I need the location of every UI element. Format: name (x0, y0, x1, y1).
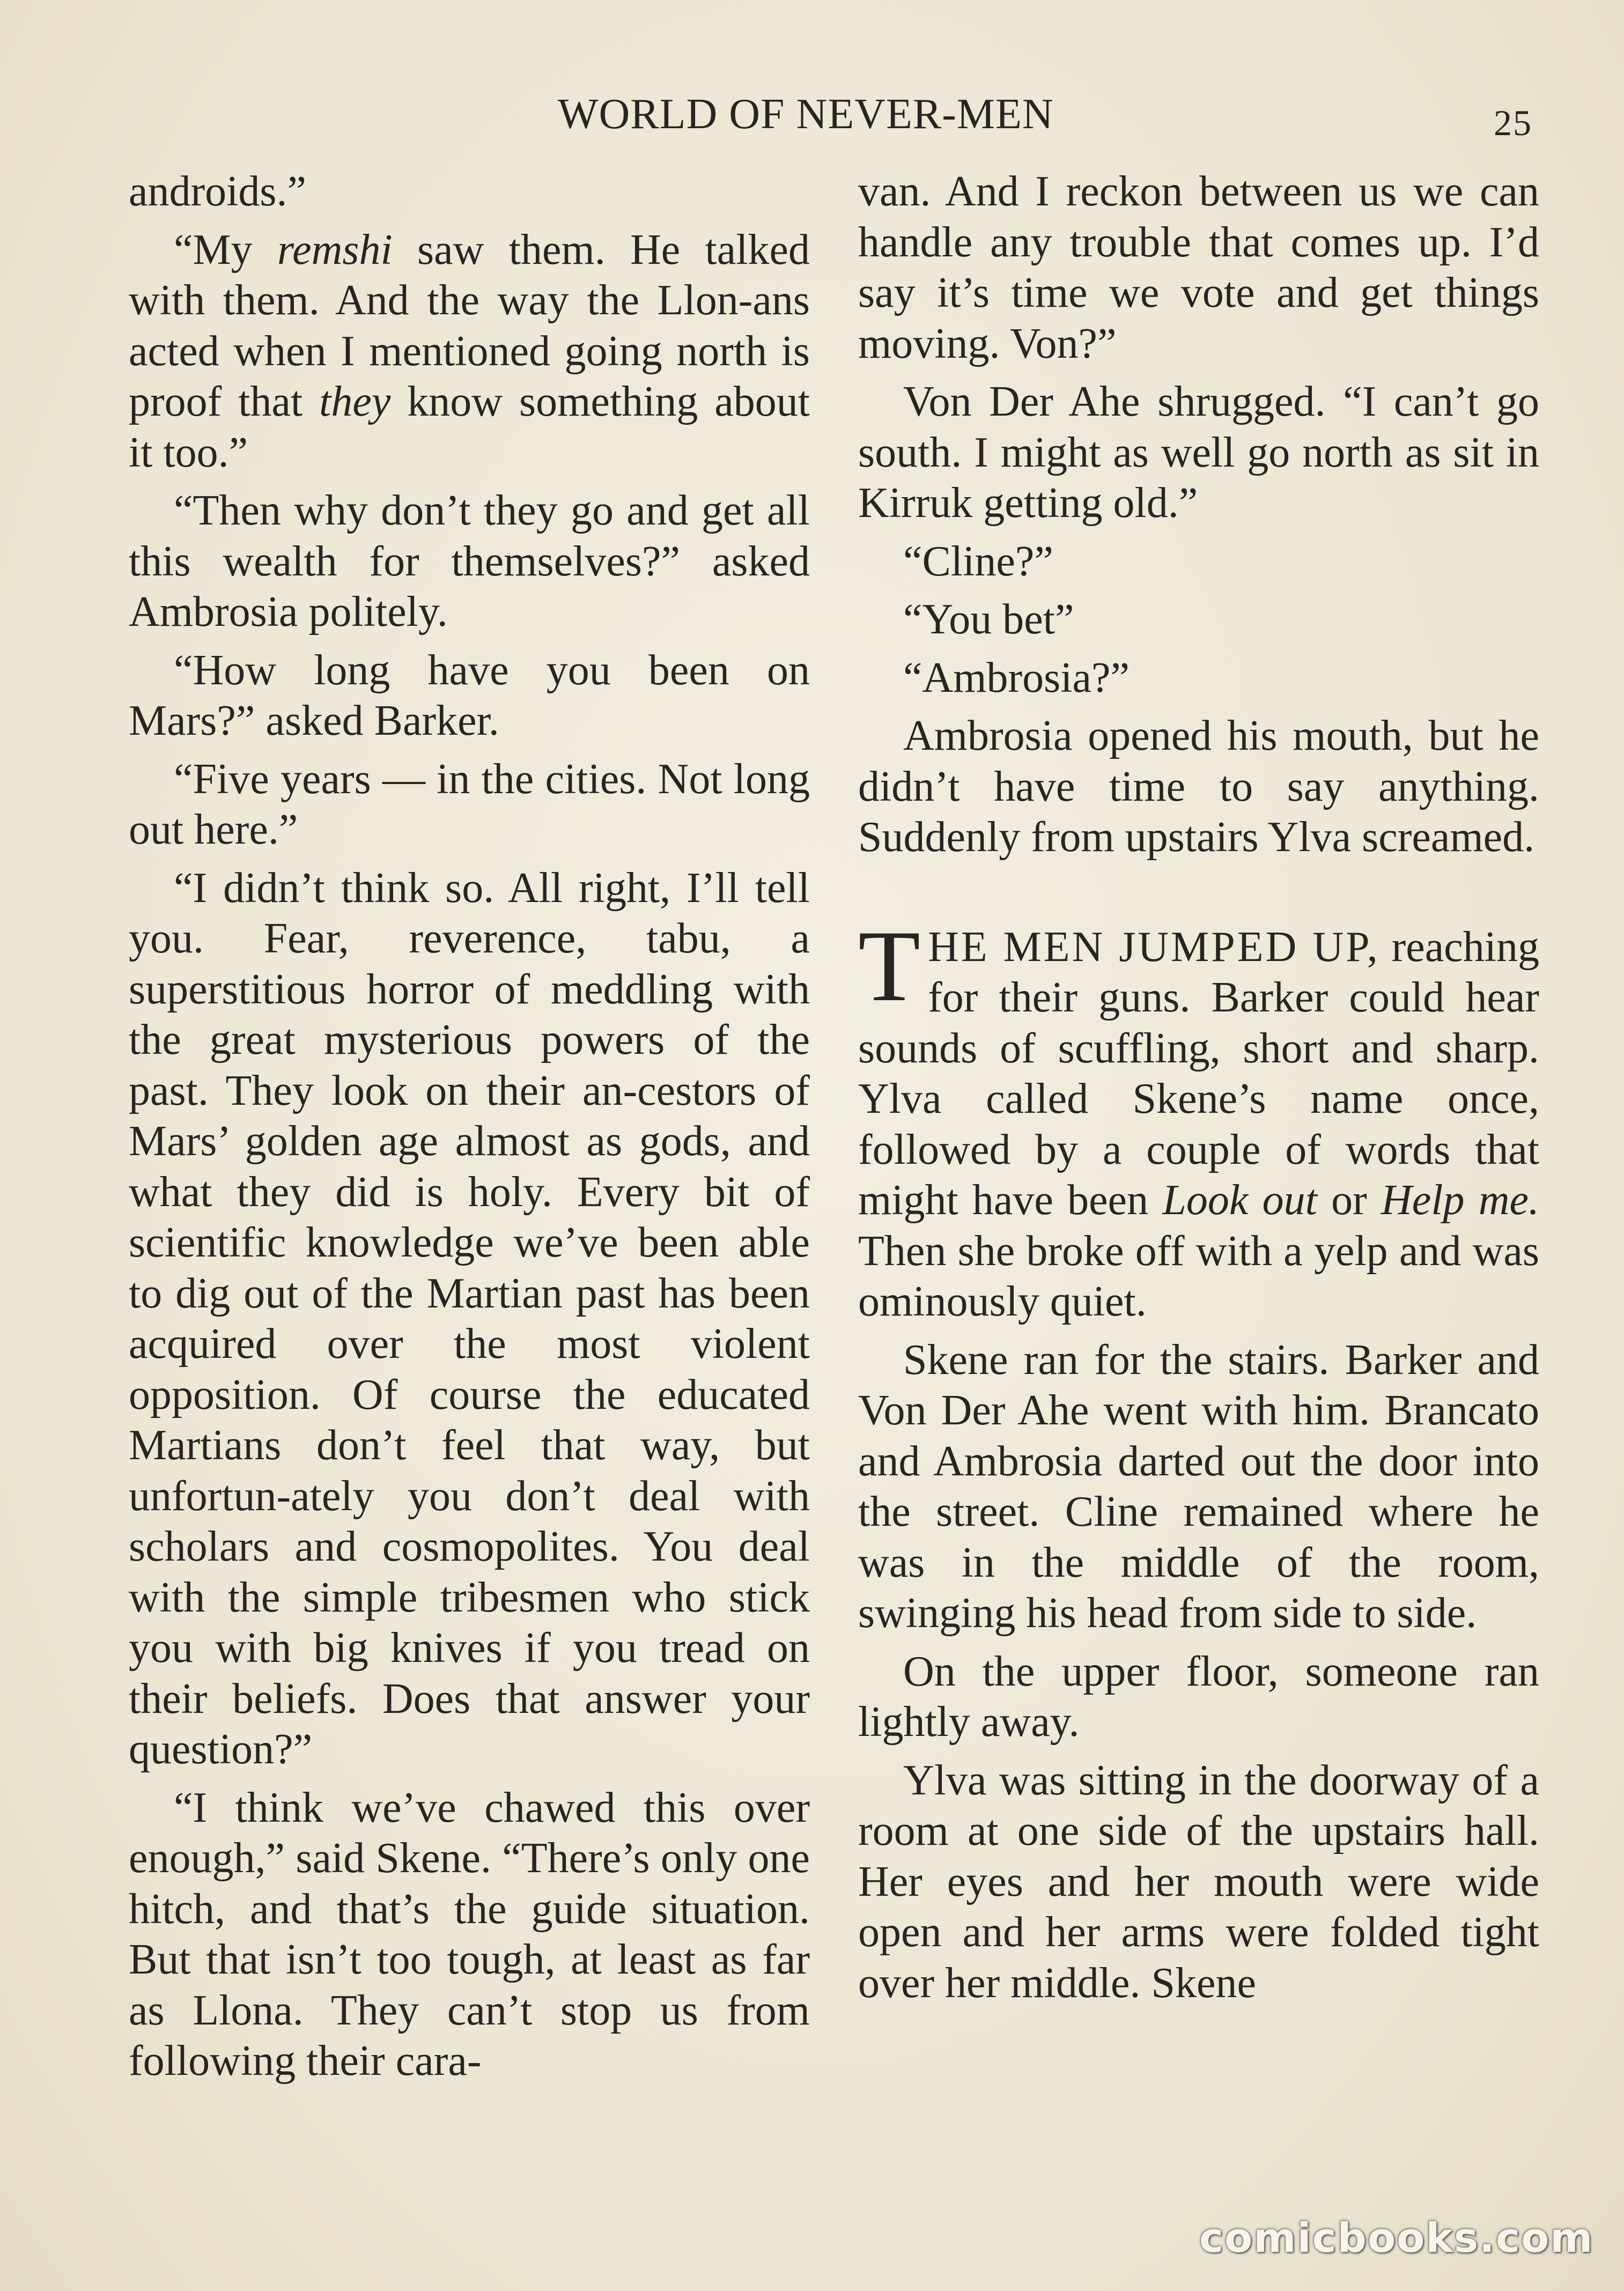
paragraph: androids.” (129, 168, 307, 215)
paragraph: “Five years — in the cities. Not long out here.” (129, 755, 810, 853)
right-column (858, 166, 1539, 2016)
paragraph: Ambrosia opened his mouth, but he didn’t have time to say anything. Suddenly from upstairs Ylva screamed. (858, 712, 1539, 861)
drop-cap: T (858, 910, 921, 1023)
small-caps-lead: HE MEN JUMPED UP, (928, 923, 1380, 971)
paragraph: “Ambrosia?” (903, 654, 1130, 701)
paragraph: Skene ran for the stairs. Barker and Von Der Ahe went with him. Brancato and Ambrosia darted out the door into the street. Cline remained where he was in the middle of the room, swinging his head from side to side. (858, 1336, 1539, 1637)
paragraph: Ylva was sitting in the doorway of a room at one side of the upstairs hall. Her eyes and her mouth were wide open and her arms were folded tight over her middle. Skene (858, 1756, 1539, 2007)
paragraph: “Then why don’t they go and get all this wealth for themselves?” asked Ambrosia politely. (129, 487, 810, 635)
emphasis: they (319, 378, 391, 425)
left-column (129, 166, 810, 2094)
emphasis: Help me. (1381, 1177, 1540, 1224)
paragraph: On the upper floor, someone ran lightly away. (858, 1647, 1539, 1746)
paragraph: “My remshi saw them. He talked with them. And the way the Llon-ans acted when I mentioned going north is proof that they know something about it too.” (129, 226, 810, 476)
paragraph: Von Der Ahe shrugged. “I can’t go south. I might as well go north as sit in Kirruk getting old.” (858, 378, 1539, 527)
paragraph: “How long have you been on Mars?” asked Barker. (129, 646, 810, 744)
section-opening-paragraph: THE MEN JUMPED UP, reaching for their guns. Barker could hear sounds of scuffling, short and sharp. Ylva called Skene’s name once, followed by a couple of words that might have been Look out or Help me. Then she broke off with a yelp and was ominously quiet. (858, 910, 1540, 1325)
paragraph: “Cline?” (903, 537, 1053, 585)
page-header (0, 80, 1624, 143)
paragraph: “I think we’ve chawed this over enough,” said Skene. “There’s only one hitch, and that’s the guide situation. But that isn’t too tough, at least as far as Llona. They can’t stop us from following their cara- (129, 1784, 810, 2085)
emphasis: Look out (1162, 1177, 1317, 1224)
emphasis: remshi (277, 226, 393, 274)
paragraph: van. And I reckon between us we can handle any trouble that comes up. I’d say it’s time we vote and get things moving. Von?” (858, 168, 1539, 367)
page-number: 25 (1494, 102, 1532, 143)
paragraph: “You bet” (903, 596, 1074, 643)
site-watermark: comicbooks.com (1199, 2214, 1594, 2262)
running-head: WORLD OF NEVER-MEN (558, 91, 1054, 138)
paragraph: “I didn’t think so. All right, I’ll tell you. Fear, reverence, tabu, a superstitious horror of meddling with the great mysterious powers of the past. They look on their an-cestors of Mars’ golden age almost as gods, and what they did is holy. Every bit of scientific knowledge we’ve been able to dig out of the Martian past has been acquired over the most violent opposition. Of course the educated Martians don’t feel that way, but unfortun-ately you don’t deal with scholars and cosmopolites. You deal with the simple tribesmen who stick you with big knives if you tread on their beliefs. Does that answer your question?” (129, 864, 810, 1773)
